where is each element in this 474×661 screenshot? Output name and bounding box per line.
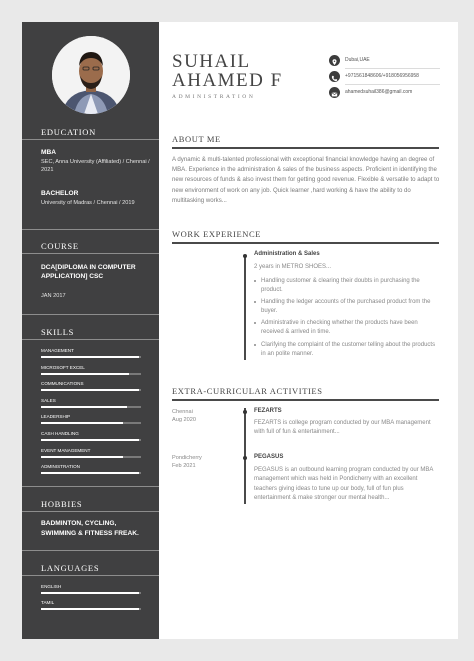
education-details: University of Madras / Chennai / 2019 [41, 200, 135, 206]
skill-name: LEADERSHIP [41, 414, 71, 420]
language-bar [41, 608, 141, 610]
location-pin-icon [329, 55, 340, 66]
skill-bar-fill [41, 389, 139, 391]
timeline-dot [243, 254, 247, 258]
job-duration: 2 years in METRO SHOES... [254, 264, 332, 270]
divider [22, 314, 159, 315]
bullet-dot [254, 344, 256, 346]
divider [172, 147, 439, 149]
main-content [159, 22, 458, 639]
divider [172, 399, 439, 401]
language-bar [41, 592, 141, 594]
skill-bar-fill [41, 422, 123, 424]
divider [22, 253, 159, 254]
skill-bar-fill [41, 373, 129, 375]
education-degree: BACHELOR [41, 190, 79, 197]
bullet-text: Handling customer & clearing their doubts in purchasing the product. [261, 278, 420, 293]
skill-item [41, 381, 141, 391]
skill-item [41, 464, 141, 474]
hobbies-heading: HOBBIES [41, 499, 83, 509]
name-line-1: SUHAIL [172, 51, 251, 72]
skill-name: COMMUNICATIONS [41, 381, 84, 387]
job-subtitle: ADMINISTRATION [172, 94, 256, 100]
skill-bar [41, 356, 141, 358]
phone-text[interactable]: +971561848606/+918056956958 [345, 73, 419, 79]
course-heading: COURSE [41, 241, 79, 251]
languages-heading: LANGUAGES [41, 563, 100, 573]
skills-heading: SKILLS [41, 327, 75, 337]
activities-heading: EXTRA-CURRICULAR ACTIVITIES [172, 386, 323, 396]
location-text: Dubai,UAE [345, 57, 370, 63]
contact-location [329, 55, 439, 70]
divider [22, 575, 159, 576]
skill-bar-fill [41, 406, 127, 408]
bullet-dot [254, 322, 256, 324]
timeline-dot [243, 456, 247, 460]
skill-item [41, 398, 141, 408]
hobbies-text: BADMINTON, CYCLING, SWIMMING & FITNESS FREAK. [41, 520, 139, 537]
resume-page [22, 22, 458, 639]
divider [345, 68, 440, 69]
phone-icon [329, 71, 340, 82]
job-role: Administration & Sales [254, 251, 320, 257]
divider [22, 486, 159, 487]
skill-bar-fill [41, 439, 139, 441]
bullet-text: Handling the ledger accounts of the purchased product from the buyer. [261, 299, 431, 314]
divider [22, 229, 159, 230]
contact-phone [329, 71, 439, 86]
skill-bar [41, 406, 141, 408]
divider [172, 242, 439, 244]
skill-item [41, 365, 141, 375]
skill-bar [41, 456, 141, 458]
activity-name: PEGASUS [254, 454, 284, 460]
skill-bar [41, 439, 141, 441]
education-degree: MBA [41, 149, 57, 156]
skill-item [41, 414, 141, 424]
bullet-dot [254, 280, 256, 282]
bullet-dot [254, 301, 256, 303]
skill-name: CASH HANDLING [41, 431, 79, 436]
bullet-text: Clarifying the complaint of the customer telling about the products in an polite manner. [261, 342, 436, 357]
course-name: DCA[DIPLOMA IN COMPUTER APPLICATION] CSC [41, 264, 136, 280]
divider [22, 550, 159, 551]
activity-date: Aug 2020 [172, 417, 196, 423]
timeline-dot [243, 410, 247, 414]
skill-bar [41, 422, 141, 424]
skill-name: EVENT MANAGEMENT [41, 447, 91, 453]
skill-bar [41, 389, 141, 391]
activity-text: PEGASUS is an outbound learning program conducted by our MBA management which was held in Pondicherry with an excellent teachers giving ideas to tune up our body, full of fun plus entertainment & make stronger our mental health... [254, 467, 434, 502]
name-line-2: AHAMED F [172, 70, 283, 91]
about-heading: ABOUT ME [172, 134, 221, 144]
skill-bar [41, 472, 141, 474]
divider [345, 84, 440, 85]
activity-place: Chennai [172, 409, 193, 415]
skill-name: MANAGEMENT [41, 348, 74, 353]
language-name: ENGLISH [41, 584, 62, 589]
divider [22, 139, 159, 140]
language-item [41, 584, 141, 594]
divider [22, 339, 159, 340]
skill-item [41, 348, 141, 358]
skill-bar-fill [41, 456, 123, 458]
skill-name: SALES [41, 397, 56, 403]
skill-item [41, 448, 141, 458]
education-heading: EDUCATION [41, 127, 96, 137]
skill-bar-fill [41, 356, 139, 358]
education-details: SEC, Anna University (Affiliated) / Chennai / 2021 [41, 159, 150, 173]
language-bar-fill [41, 608, 139, 610]
activity-date: Feb 2021 [172, 463, 196, 469]
skill-name: MICROSOFT EXCEL [41, 364, 85, 370]
activity-place: Pondicherry [172, 455, 202, 461]
person-name [172, 52, 283, 90]
contact-email [329, 87, 439, 102]
email-icon [329, 87, 340, 98]
bullet-text: Administrative in checking whether the products have been received & arrived in time. [261, 320, 418, 335]
divider [22, 511, 159, 512]
skill-item [41, 431, 141, 441]
profile-photo [52, 36, 130, 114]
language-name: TAMIL [41, 600, 55, 605]
sidebar [22, 22, 159, 639]
skill-bar [41, 373, 141, 375]
skill-bar-fill [41, 472, 139, 474]
work-experience-heading: WORK EXPERIENCE [172, 229, 262, 239]
activity-text: FEZARTS is college program conducted by our MBA management with full of fun & entertainment... [254, 420, 431, 436]
timeline-line [244, 256, 246, 360]
activity-name: FEZARTS [254, 408, 282, 414]
email-text[interactable]: ahamedsuhail386@gmail.com [345, 89, 413, 95]
language-item [41, 600, 141, 610]
about-text: A dynamic & multi-talented professional with exceptional financial knowledge having an degree of MBA. Experience in the administration & sales of the business aspects. Proficient in identifying the new resources of funds & also invest them for getting good revenue. Flexible & versatile to adapt to new environment of work on any job. Quick learner ,hard working & have the ability to do multitasking works... [172, 156, 440, 204]
course-date: JAN 2017 [41, 293, 66, 299]
skill-name: ADMINISTRATION [41, 464, 80, 470]
language-bar-fill [41, 592, 139, 594]
